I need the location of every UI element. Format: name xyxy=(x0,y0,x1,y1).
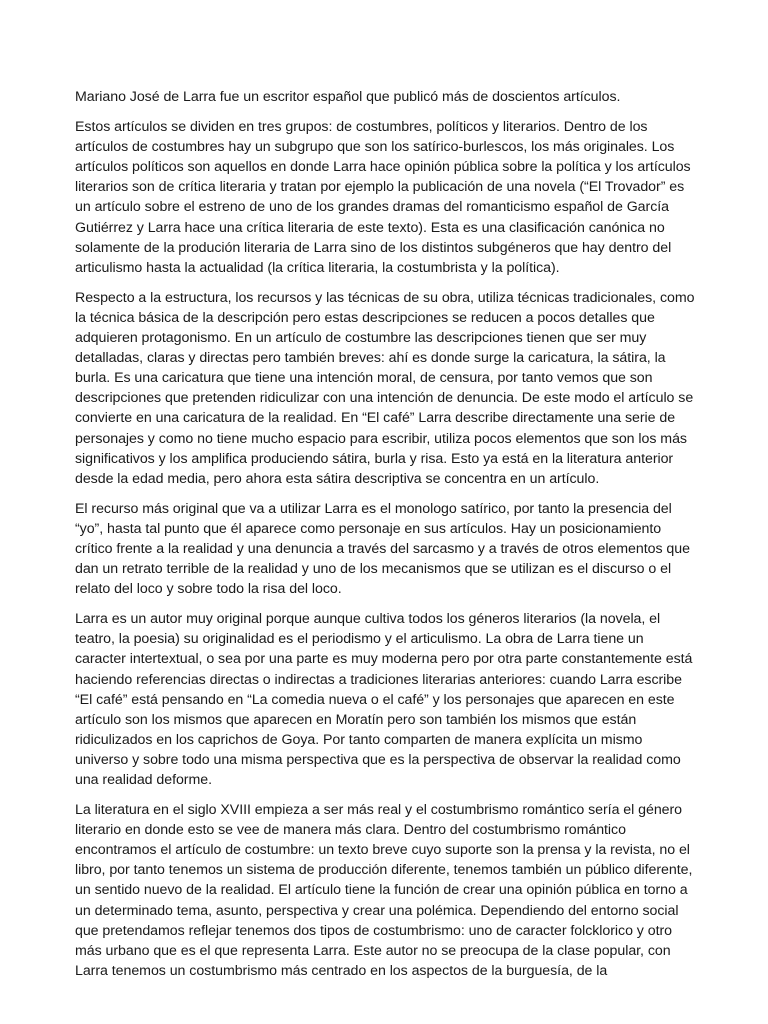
paragraph-article-groups: Estos artículos se dividen en tres grupos: de costumbres, políticos y literarios. Dentro de los artículos de costumbres hay un subgrupo que son los satírico-burlescos, los más originales. Los artículos políticos son aquellos en donde Larra hace opinión pública sobre la política y los artículos literarios son de crítica literaria y tratan por ejemplo la publicación de una novela (“El Trovador” es un artículo sobre el estreno de uno de los grandes dramas del romanticismo español de García Gutiérrez y Larra hace una crítica literaria de este texto). Esta es una clasificación canónica no solamente de la produción literaria de Larra sino de los distintos subgéneros que hay dentro del articulismo hasta la actualidad (la crítica literaria, la costumbrista y la política). xyxy=(75,119,691,276)
paragraph-costumbrismo: La literatura en el siglo XVIII empieza a ser más real y el costumbrismo romántico sería el género literario en donde esto se vee de manera más clara. Dentro del costumbrismo romántico encontramos el artículo de costumbre: un texto breve cuyo suporte son la prensa y la revista, no el libro, por tanto tenemos un sistema de producción diferente, tenemos también un público diferente, un sentido nuevo de la realidad. El artículo tiene la función de crear una opinión pública en torno a un determinado tema, asunto, perspectiva y crear una polémica. Dependiendo del entorno social que pretendamos reflejar tenemos dos tipos de costumbrismo: uno de caracter folcklorico y otro más urbano que es el que representa Larra. Este autor no se preocupa de la clase popular, con Larra tenemos un costumbrismo más centrado en los aspectos de la burguesía, de la xyxy=(75,802,693,979)
document-body xyxy=(75,87,697,991)
paragraph-structure-techniques: Respecto a la estructura, los recursos y las técnicas de su obra, utiliza técnicas tradicionales, como la técnica básica de la descripción pero estas descripciones se reducen a pocos detalles que adquieren protagonismo. En un artículo de costumbre las descripciones tienen que ser muy detalladas, claras y directas pero también breves: ahí es donde surge la caricatura, la sátira, la burla. Es una caricatura que tiene una intención moral, de censura, por tanto vemos que son descripciones que pretenden ridiculizar con una intención de denuncia. De este modo el artículo se convierte en una caricatura de la realidad. En “El café” Larra describe directamente una serie de personajes y como no tiene mucho espacio para escribir, utiliza pocos elementos que son los más significativos y los amplifica produciendo sátira, burla y risa. Esto ya está en la literatura anterior desde la edad media, pero ahora esta sátira descriptiva se concentra en un artículo. xyxy=(75,289,695,487)
paragraph-intro: Mariano José de Larra fue un escritor español que publicó más de doscientos artículos. xyxy=(75,89,621,105)
paragraph-satirical-monologue: El recurso más original que va a utilizar Larra es el monologo satírico, por tanto la presencia del “yo”, hasta tal punto que él aparece como personaje en sus artículos. Hay un posicionamiento crítico frente a la realidad y una denuncia a través del sarcasmo y a través de otros elementos que dan un retrato terrible de la realidad y uno de los mecanismos que se utilizan es el discurso o el relato del loco y sobre todo la risa del loco. xyxy=(75,500,690,598)
paragraph-originality: Larra es un autor muy original porque aunque cultiva todos los géneros literarios (la novela, el teatro, la poesia) su originalidad es el periodismo y el articulismo. La obra de Larra tiene un caracter intertextual, o sea por una parte es muy moderna pero por otra parte constantemente está haciendo referencias directas o indirectas a tradiciones literarias anteriores: cuando Larra escribe “El café” está pensando en “La comedia nueva o el café” y los personajes que aparecen en este artículo son los mismos que aparecen en Moratín pero son también los mismos que están ridiculizados en los caprichos de Goya. Por tanto comparten de manera explícita un mismo universo y sobre todo una misma perspectiva que es la perspectiva de observar la realidad como una realidad deforme. xyxy=(75,611,693,788)
